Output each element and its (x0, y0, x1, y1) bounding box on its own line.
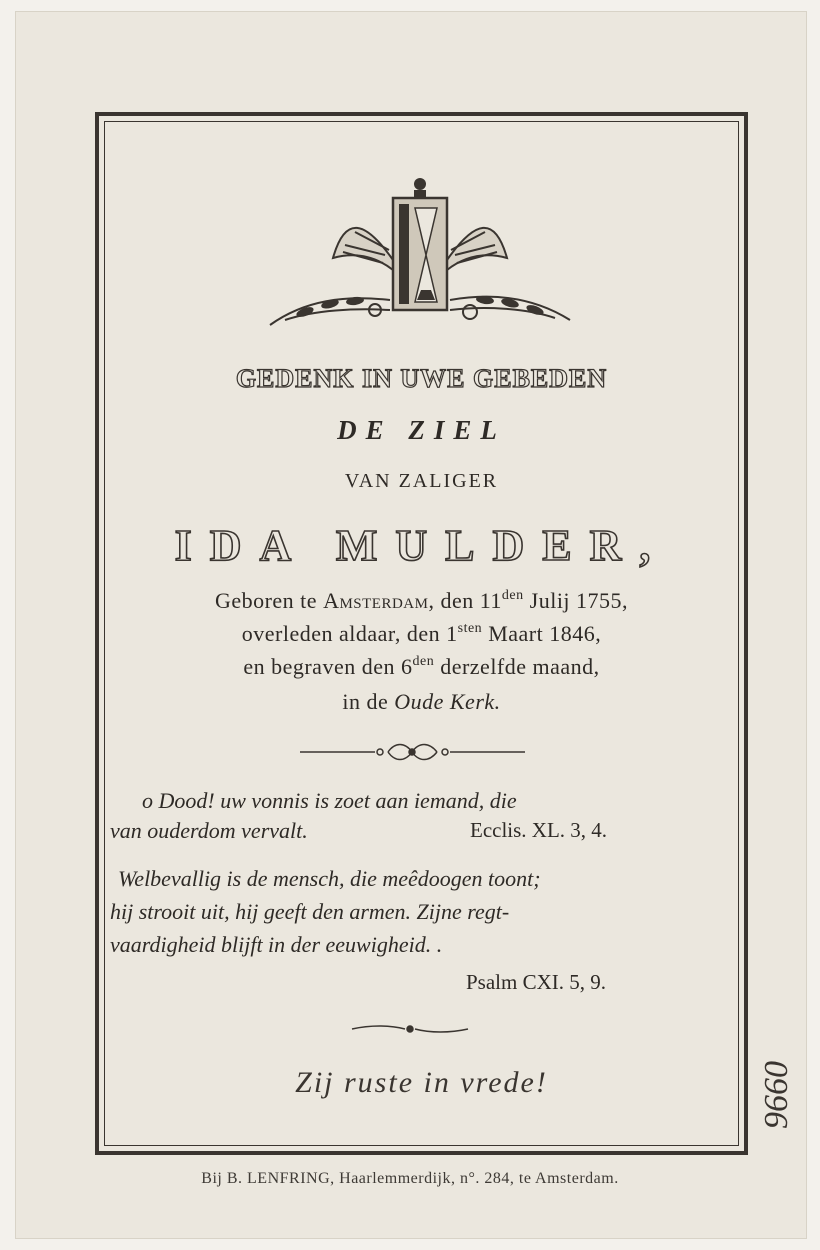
verse-1-line-2: van ouderdom vervalt. (110, 818, 308, 843)
scroll-ornament-icon (300, 740, 525, 764)
verse-2-reference: Psalm CXI. 5, 9. (466, 970, 607, 994)
bio-line-burial: en begraven den $6^{den}$ derzelfde maand, (243, 654, 600, 679)
closing-blessing: Zij ruste in vrede! (295, 1066, 548, 1099)
printer-imprint: Bij B. LENFRING, Haarlemmerdijk, n°. 284, te Amsterdam. (201, 1170, 619, 1187)
verse-1-line-1: o Dood! uw vonnis is zoet aan iemand, die (142, 788, 517, 813)
verse-2-line-3: vaardigheid blijft in der eeuwigheid. . (110, 932, 443, 957)
heading: GEDENK IN UWE GEBEDEN (235, 364, 608, 393)
van-zaliger: VAN ZALIGER (344, 470, 499, 492)
deceased-name: IDA MULDER, (174, 521, 669, 570)
verse-1-reference: Ecclis. XL. 3, 4. (470, 818, 608, 842)
bio-line-church: in de Oude Kerk. (342, 689, 501, 714)
divider-line-icon (350, 1020, 470, 1038)
subheading: DE ZIEL (337, 415, 506, 445)
verse-2-line-1: Welbevallig is de mensch, die meêdoogen toont; (118, 866, 541, 891)
handwritten-catalog-number: 9660 (758, 1061, 795, 1129)
verse-2-line-2: hij strooit uit, hij geeft den armen. Zijne regt- (110, 899, 510, 924)
bio-line-death: overleden aldaar, den $1^{sten}$ Maart 1846, (241, 621, 602, 646)
winged-hourglass-icon (265, 170, 575, 335)
bio-line-birth: Geboren te Amsterdam, den $11^{den}$ Julij 1755, (214, 588, 629, 613)
